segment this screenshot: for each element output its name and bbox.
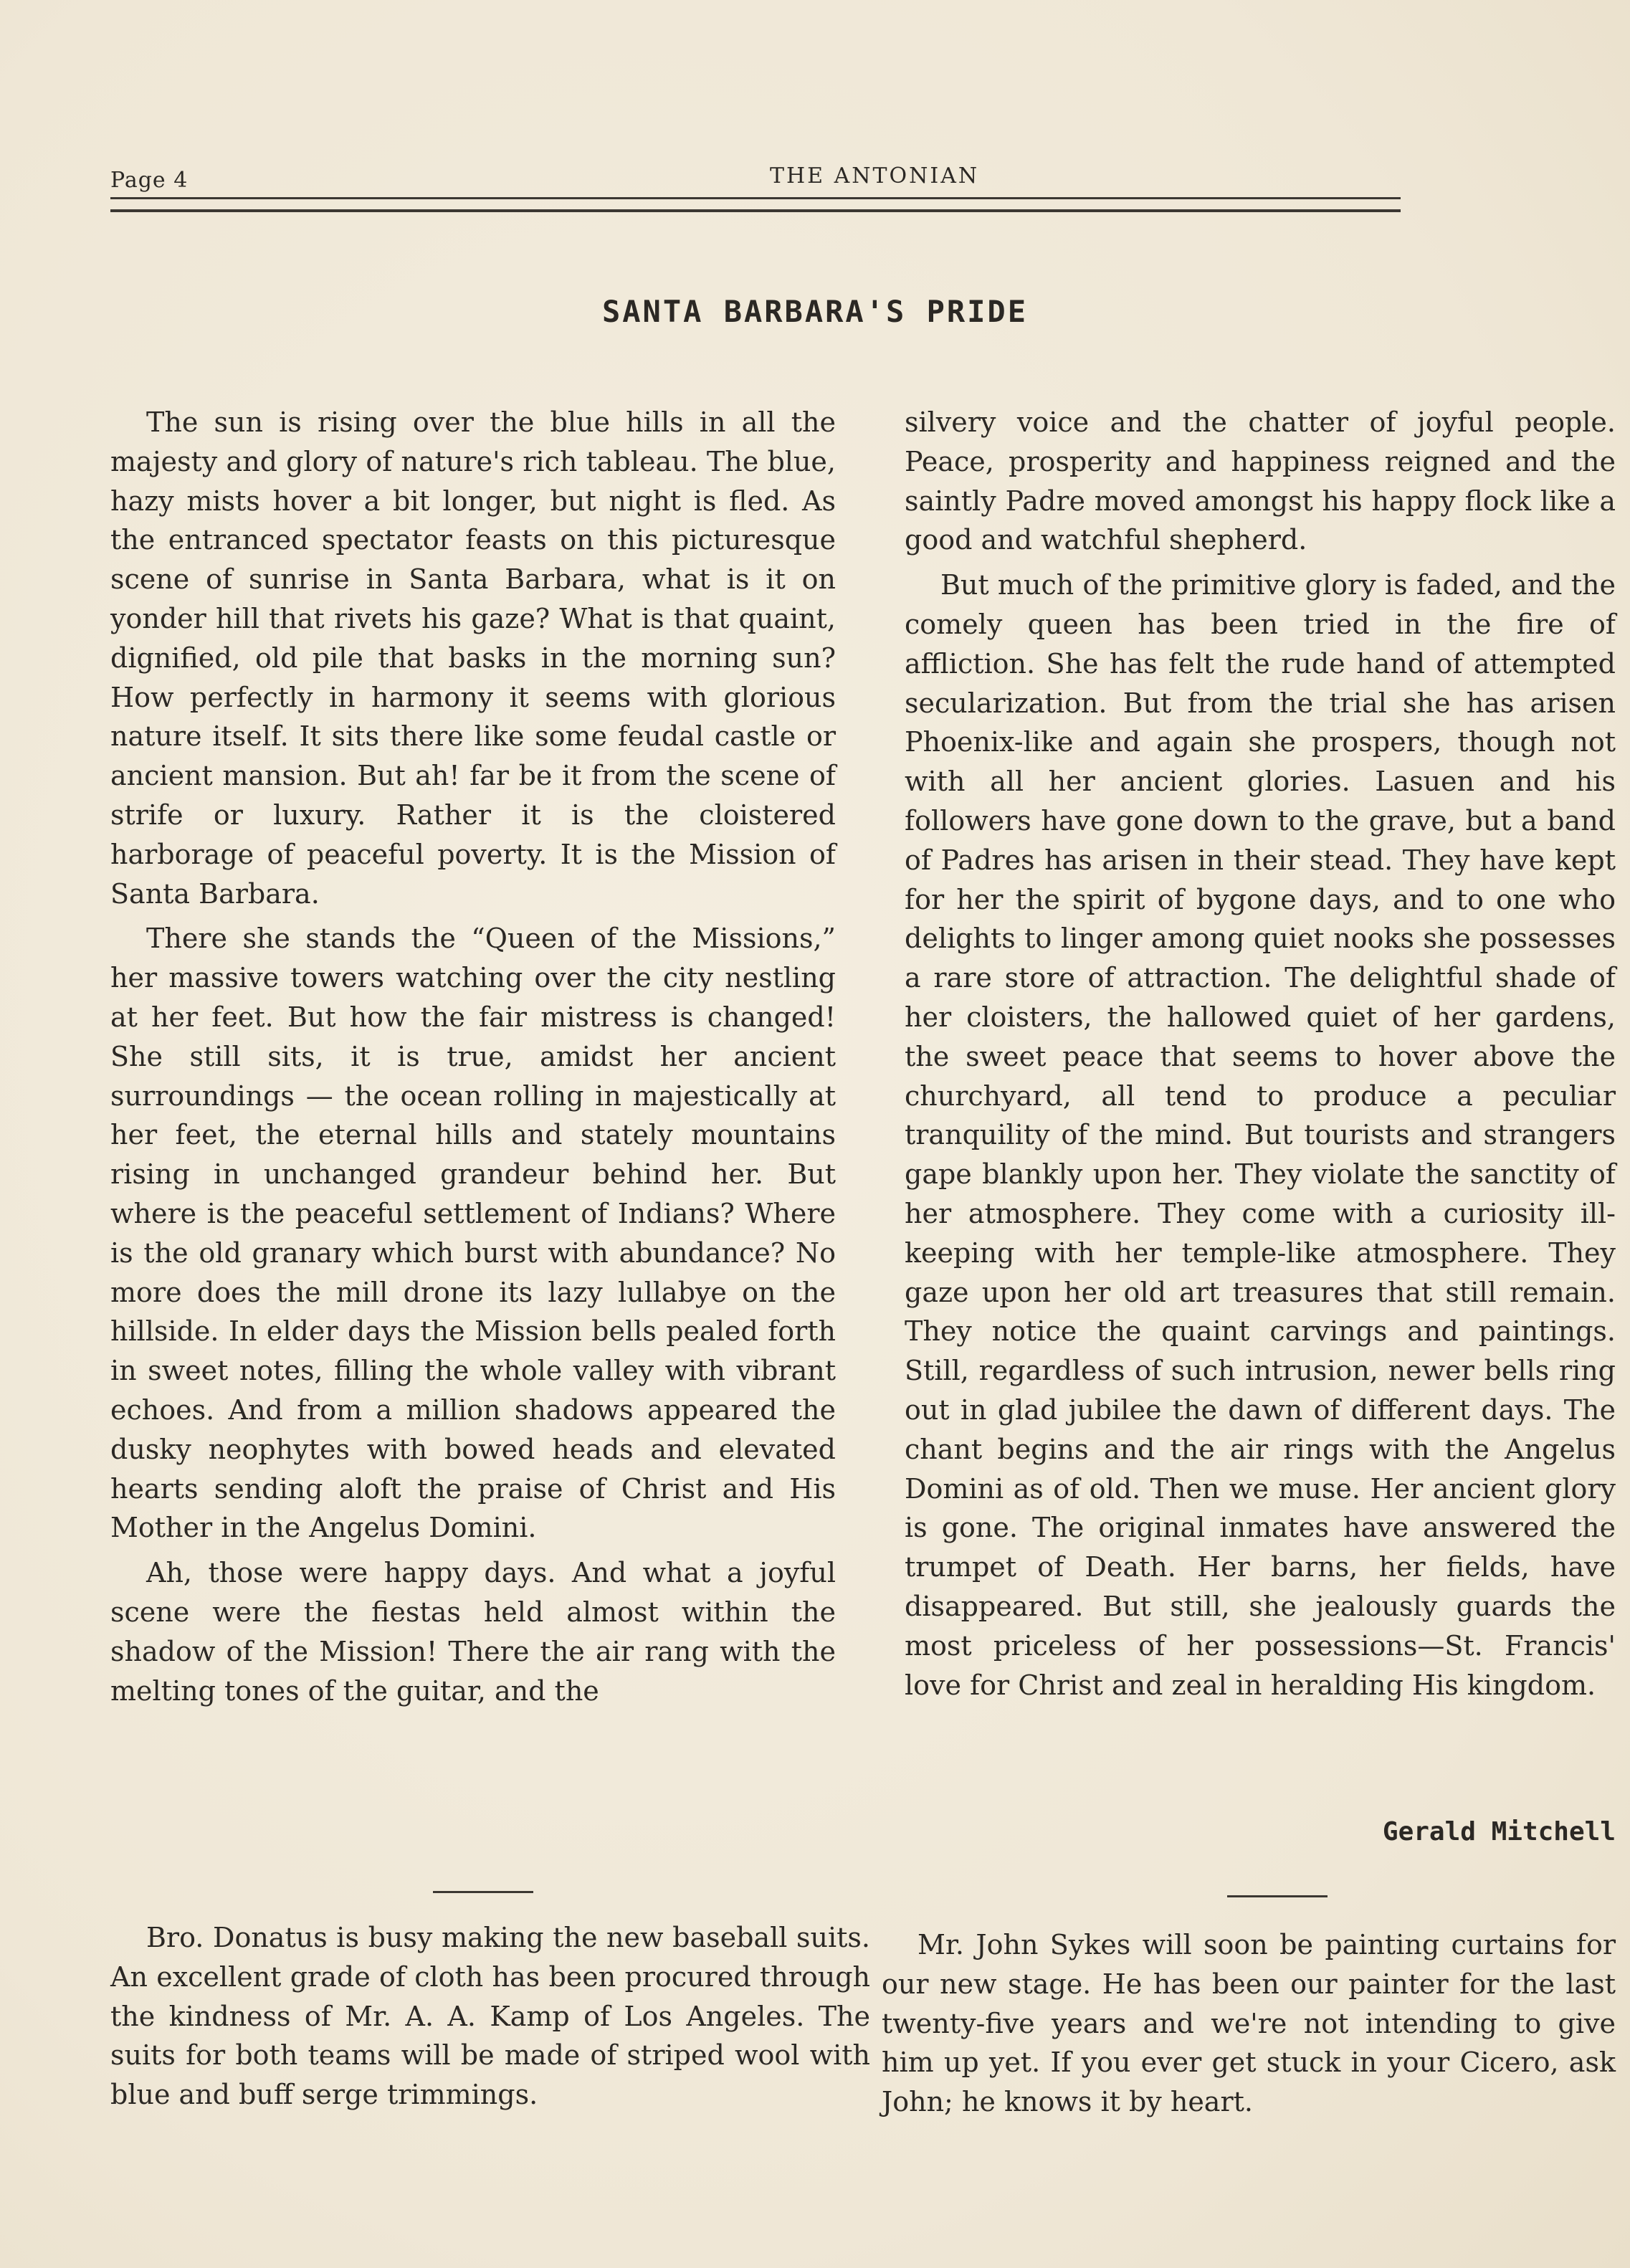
article-paragraph: There she stands the “Queen of the Missions,” her massive towers watching over the city nestling at her feet. But how the fair mistress is changed! She still sits, it is true, amidst her ancient surroundings — the ocean rolling in majestically at her feet, the eternal hills and stately mountains rising in unchanged grandeur behind her. But where is the peaceful settlement of Indians? Where is the old granary which burst with abundance? No more does the mill drone its lazy lullabye on the hillside. In elder days the Mission bells pealed forth in sweet notes, filling the whole valley with vibrant echoes. And from a million shadows appeared the dusky neophytes with bowed heads and elevated hearts sending aloft the praise of Christ and His Mother in the Angelus Domini. — [110, 923, 836, 1544]
masthead: THE ANTONIAN — [770, 163, 980, 189]
article-paragraph: The sun is rising over the blue hills in all the majesty and glory of nature's rich tableau. The blue, hazy mists hover a bit longer, but night is fled. As the entranced spectator feasts on this picturesque scene of sunrise in Santa Barbara, what is it on yonder hill that rivets his gaze? What is that quaint, dignified, old pile that basks in the morning sun? How perfectly in harmony it seems with glorious nature itself. It sits there like some feudal castle or ancient mansion. But ah! far be it from the scene of strife or luxury. Rather it is the cloistered harborage of peaceful poverty. It is the Mission of Santa Barbara. — [110, 406, 836, 910]
page-number: Page 4 — [110, 168, 189, 193]
news-brief-right — [882, 1925, 1616, 2122]
article-column-right — [905, 403, 1616, 1705]
section-divider — [1227, 1895, 1328, 1897]
brief-paragraph: Mr. John Sykes will soon be painting curtains for our new stage. He has been our painter for the last twenty-five years and we're not intending to give him up yet. If you ever get stuck in your Cicero, ask John; he knows it by heart. — [882, 1929, 1616, 2118]
article-paragraph: But much of the primitive glory is faded, and the comely queen has been tried in the fire of affliction. She has felt the rude hand of attempted secularization. But from the trial she has arisen Phoenix-like and again she prospers, though not with all her ancient glories. Lasuen and his followers have gone down to the grave, but a band of Padres has arisen in their stead. They have kept for her the spirit of bygone days, and to one who delights to linger among quiet nooks she possesses a rare store of attraction. The delightful shade of her cloisters, the hallowed quiet of her gardens, the sweet peace that seems to hover above the churchyard, all tend to produce a peculiar tranquility of the mind. But tourists and strangers gape blankly upon her. They violate the sanctity of her atmosphere. They come with a curiosity ill-keeping with her temple-like atmosphere. They gaze upon her old art treasures that still remain. They notice the quaint carvings and paintings. Still, regardless of such intrusion, newer bells ring out in glad jubilee the dawn of different days. The chant begins and the air rings with the Angelus Domini as of old. Then we muse. Her ancient glory is gone. The original inmates have answered the trumpet of Death. Her barns, her fields, have disappeared. But still, she jealously guards the most priceless of her possessions—St. Francis' love for Christ and zeal in heralding His kingdom. — [905, 569, 1616, 1701]
header-rule-double — [110, 209, 1401, 212]
article-paragraph: silvery voice and the chatter of joyful people. Peace, prosperity and happiness reigned and the saintly Padre moved amongst his happy flock like a good and watchful shepherd. — [905, 406, 1616, 556]
header-rule — [110, 197, 1401, 199]
article-title: SANTA BARBARA'S PRIDE — [601, 294, 1028, 329]
brief-paragraph: Bro. Donatus is busy making the new baseball suits. An excellent grade of cloth has been procured through the kindness of Mr. A. A. Kamp of Los Angeles. The suits for both teams will be made of striped wool with blue and buff serge trimmings. — [110, 1922, 870, 2111]
article-column-left — [110, 403, 836, 1710]
article-paragraph: Ah, those were happy days. And what a joyful scene were the fiestas held almost within the shadow of the Mission! There the air rang with the melting tones of the guitar, and the — [110, 1557, 836, 1707]
news-brief-left — [110, 1918, 870, 2115]
section-divider — [433, 1891, 533, 1893]
author-byline: Gerald Mitchell — [1382, 1817, 1616, 1847]
page-header — [110, 163, 1401, 195]
